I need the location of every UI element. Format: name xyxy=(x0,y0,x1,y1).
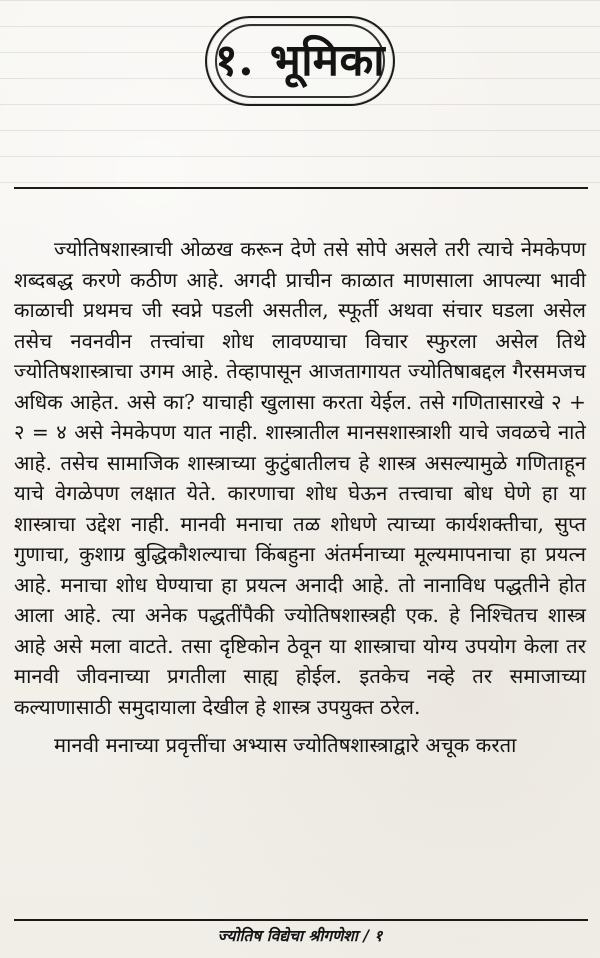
bottom-divider xyxy=(14,919,588,921)
chapter-body xyxy=(14,234,586,761)
running-footer: ज्योतिष विद्येचा श्रीगणेशा / १ xyxy=(217,926,383,945)
paragraph-2: मानवी मनाच्या प्रवृत्तींचा अभ्यास ज्योतिषशास्त्राद्वारे अचूक करता xyxy=(54,733,517,757)
chapter-title-frame xyxy=(205,16,395,106)
chapter-title-area xyxy=(0,15,600,107)
paragraph-1: ज्योतिषशास्त्राची ओळख करून देणे तसे सोपे असले तरी त्याचे नेमकेपण शब्दबद्ध करणे कठीण आहे. अगदी प्राचीन काळात माणसाला आपल्या भावी काळाची प्रथमच जी स्वप्ने पडली असतील, स्फूर्ती अथवा संचार घडला असेल तसेच नवनवीन तत्त्वांचा शोध लावण्याचा विचार स्फुरला असेल तिथे ज्योतिषशास्त्राचा उगम आहे. तेव्हापासून आजतागायत ज्योतिषाबद्दल गैरसमजच अधिक आहेत. असे का? याचाही खुलासा करता येईल. तसे गणितासारखे २ + २ = ४ असे नेमकेपण यात नाही. शास्त्रातील मानसशास्त्राशी याचे जवळचे नाते आहे. तसेच सामाजिक शास्त्राच्या कुटुंबातीलच हे शास्त्र असल्यामुळे गणिताहून याचे वेगळेपण लक्षात येते. कारणाचा शोध घेऊन तत्त्वाचा बोध घेणे हा या शास्त्राचा उद्देश नाही. मानवी मनाचा तळ शोधणे त्याच्या कार्यशक्तीचा, सुप्त गुणाचा, कुशाग्र बुद्धिकौशल्याचा किंबहुना अंतर्मनाच्या मूल्यमापनाचा हा प्रयत्न आहे. मनाचा शोध घेण्याचा हा प्रयत्न अनादी आहे. तो नानाविध पद्धतीने होत आला आहे. त्या अनेक पद्धतींपैकी ज्योतिषशास्त्रही एक. हे निश्चितच शास्त्र आहे असे मला वाटते. तसा दृष्टिकोन ठेवून या शास्त्राचा योग्य उपयोग केला तर मानवी जीवनाच्या प्रगतीला साह्य होईल. इतकेच नव्हे तर समाजाच्या कल्याणासाठी समुदायाला देखील हे शास्त्र उपयुक्त ठरेल. xyxy=(14,237,586,719)
top-divider xyxy=(14,187,588,189)
chapter-title: १. भूमिका xyxy=(214,35,386,86)
